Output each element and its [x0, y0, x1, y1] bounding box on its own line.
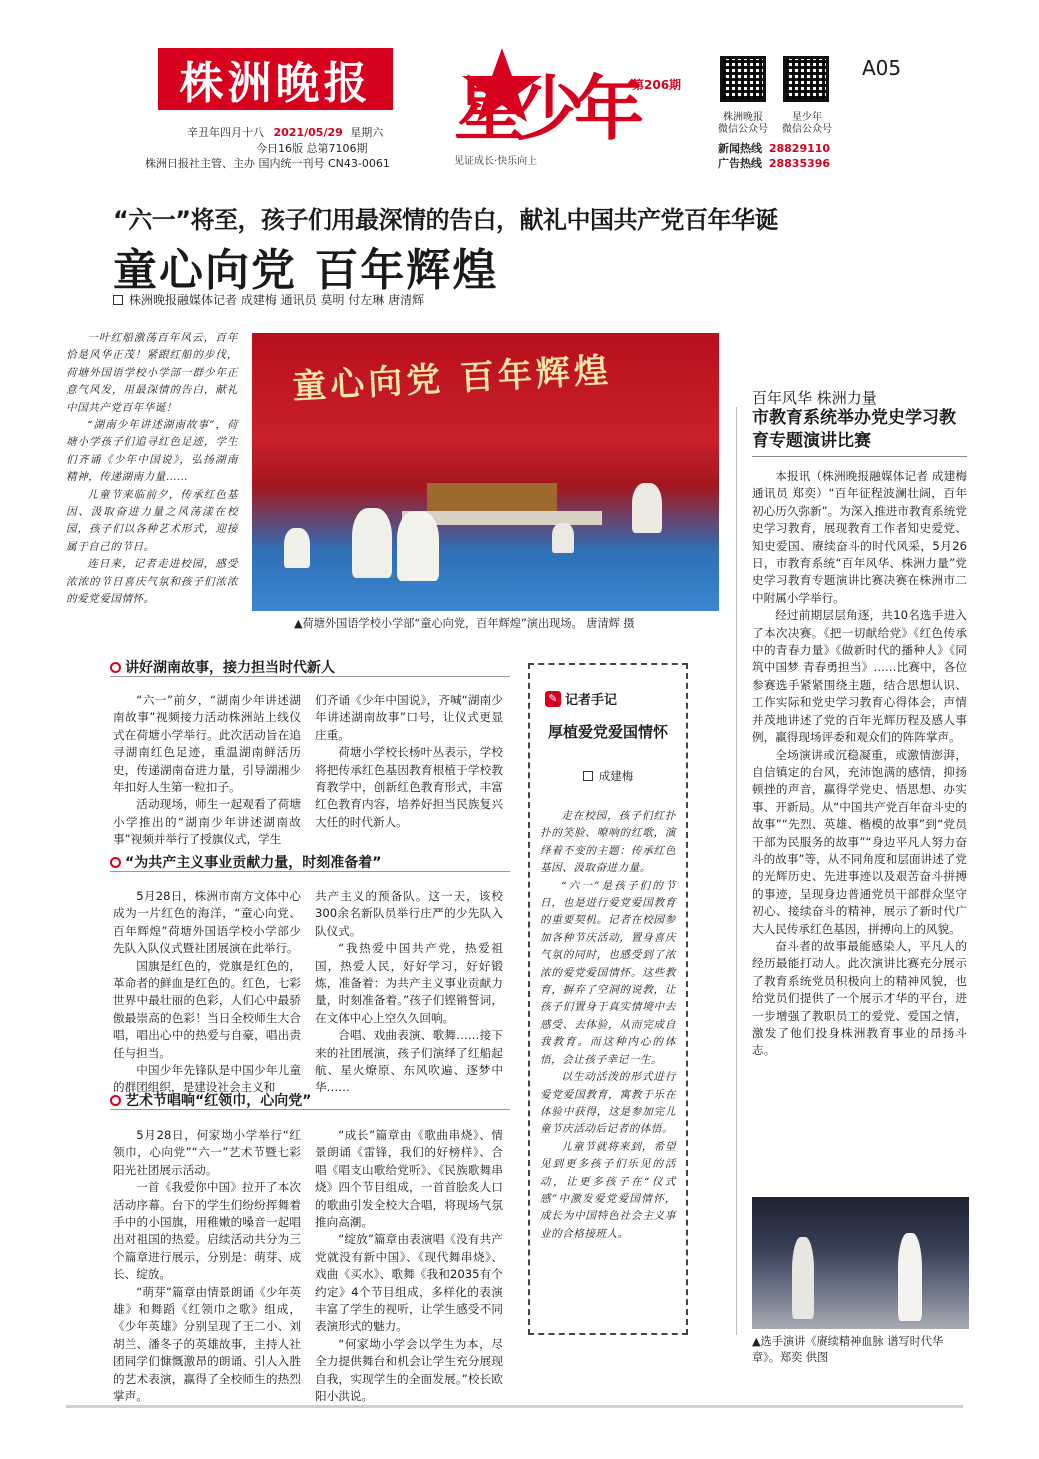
supplement-slogan: 见证成长·快乐向上 [454, 156, 538, 167]
qr-code-wanbao [720, 56, 766, 102]
right-column-divider [736, 407, 737, 1335]
section2-col2: 共产主义的预备队。这一天，该校300余名新队员举行庄严的少先队入队仪式。 “我热爱中国共产党，热爱祖国，热爱人民，好好学习，好好锻炼，准备着：为共产主义事业贡献力量，时刻准备着。”孩子们铿锵誓词，在文体中心上空久久回响。 合唱、戏曲表演、歌舞……接下来的社团展演，孩子们演绎了红船起航、星火燎原、东风吹遍、逐梦中华…… [315, 889, 503, 1095]
main-photo-caption: ▲荷塘外国语学校小学部“童心向党，百年辉煌”演出现场。 唐清辉 摄 [294, 617, 635, 630]
newspaper-logo [158, 48, 393, 110]
section3-rule [110, 1109, 510, 1110]
section2-col1: 5月28日，株洲市南方文体中心成为一片红色的海洋，“童心向党、百年辉煌”荷塘外国语学校小学部少先队入队仪式暨社团展演在此举行。 国旗是红色的，党旗是红色的，革命者的鲜血是红色的。红色，七彩世界中最壮丽的色彩，人们心中最骄傲最崇高的色彩！当日全校师生大合唱，唱出心中的热爱与自豪，唱出责任与担当。 中国少年先锋队是中国少年儿童的群团组织，是建设社会主义和 [113, 889, 301, 1095]
child-figure [552, 523, 574, 553]
issue-date: 2021/05/29 [273, 126, 343, 139]
qr2-caption: 星少年 微信公众号 [782, 112, 832, 135]
reporter-note-author: 成建梅 [540, 768, 676, 784]
weekday: 星期六 [350, 126, 384, 139]
side-story-text: 本报讯（株洲晚报融媒体记者 成建梅 通讯员 郑奕）“百年征程波澜壮阔，百年初心历久弥新”。为深入推进市教育系统党史学习教育，展现教育工作者知史爱党、知史爱国、赓续奋斗的时代风采，5月26日，市教育系统“百年风华、株洲力量”党史学习教育专题演讲比赛决赛在株洲市二中附属小学举行。 经过前期层层角逐，共10名选手进入了本次决赛。《把一切献给党》《红色传承中的青春力量》《做新时代的播种人》《同筑中国梦 青春勇担当》……比赛中，各位参赛选手紧紧围绕主题，结合思想认识、工作实际和党史学习教育心得体会，声情并茂地讲述了党的百年光辉历程及感人事例，赢得现场评委和观众们的阵阵掌声。 全场演讲或沉稳凝重，或激情澎湃，自信镇定的台风，充沛饱满的感情，抑扬顿挫的声音，赢得学党史、悟思想、办实事、开新局。从“中国共产党百年奋斗史的故事”“先烈、英雄、楷模的故事”到“党员干部为民服务的故事”“身边平凡人努力奋斗的故事”等，从不同角度和层面讲述了党的光辉历史、先进事迹以及艰苦奋斗拼搏的事迹，呈现身边普通党员干部群众坚守初心、接续奋斗的精神，展示了新时代广大人民传承红色基因，拼搏向上的风貌。 奋斗者的故事最能感染人，平凡人的经历最能打动人。此次演讲比赛充分展示了教育系统党员积极向上的精神风貌，也给党员们提供了一个展示才华的平台，进一步增强了教职员工的爱党、爱国之情，激发了他们投身株洲教育事业的昂扬斗志。 [752, 469, 967, 1058]
side-story-kicker: 百年风华 株洲力量 [752, 389, 877, 407]
section3-col1: 5月28日，何家坳小学举行“红领巾，心向党”“六一”艺术节暨七彩阳光社团展示活动。 一首《我爱你中国》拉开了本次活动序幕。台下的学生们纷纷挥舞着手中的小国旗，用稚嫩的嗓音一起唱出对祖国的热爱。启续活动共分为三个篇章进行展示，分别是：萌芽、成长、绽放。 “萌芽”篇章由情景朗诵《少年英雄》和舞蹈《红领巾之歌》组成，《少年英雄》分别呈现了王二小、刘胡兰、潘冬子的英雄故事，主持人社团同学们慷慨激昂的朗诵、引人入胜的艺术表演，赢得了全校师生的热烈掌声。 [113, 1128, 301, 1404]
section1-col2: 们齐诵《少年中国说》，齐喊“湖南少年讲述湖南故事”口号，让仪式更显庄重。 荷塘小学校长杨叶丛表示，学校将把传承红色基因教育根植于学校教育教学中，创新红色教育形式，丰富红色教育内容，培养好担当民族复兴大任的时代新人。 [315, 693, 503, 829]
byline: 株洲晚报融媒体记者 成建梅 通讯员 莫明 付左琳 唐清辉 [113, 291, 424, 308]
qr-code-xingshaonian [783, 56, 829, 102]
reporter-note-tag: ✎ 记者手记 [545, 689, 617, 708]
section1-col1: “六一”前夕，“湖南少年讲述湖南故事”视频接力活动株洲站上线仪式在荷塘小学举行。此次活动旨在追寻湖南红色足迹，重温湖南鲜活历史，传递湖南奋进力量，引导湖湘少年扣好人生第一粒扣子。 活动现场，师生一起观看了荷塘小学推出的“湖南少年讲述湖南故事”视频并举行了授旗仪式，学生 [113, 693, 301, 847]
reporter-note-title: 厚植爱党爱国情怀 [547, 723, 668, 741]
section-bullet-icon [110, 662, 121, 673]
page-number: A05 [862, 56, 902, 80]
reporter-note-text: 走在校园，孩子们红扑扑的笑脸、嘹响的红歌，演绎着不变的主题：传承红色基因、汲取奋进力量。 “六一”是孩子们的节日，也是进行爱党爱国教育的重要契机。记者在校园参加各种节庆活动，置身喜庆气氛的同时，也感受到了浓浓的爱党爱国情怀。这些教育，摒弃了空洞的说教，让孩子们置身于真实情境中去感受、去体验，从而完成自我教育。而这种内心的体悟，会让孩子幸记一生。 以生动活泼的形式进行爱党爱国教育，寓教于乐在体验中获得，这是参加完儿童节庆活动后记者的体悟。 儿童节就将来到，希望见到更多孩子们乐见的活动，让更多孩子在“仪式感”中激发爱党爱国情怀，成长为中国特色社会主义事业的合格接班人。 [540, 810, 676, 1240]
bottom-rule [66, 1405, 963, 1408]
section1-heading: 讲好湖南故事，接力担当时代新人 [110, 657, 335, 677]
intro-paragraph: “湖南少年讲述湖南故事”，荷塘小学孩子们追寻红色足迹，学生们齐诵《少年中国说》，弘扬湖南精神，传递湖南力量…… [66, 419, 238, 484]
child-figure [284, 528, 310, 568]
stage-prop [427, 483, 557, 511]
section-bullet-icon [110, 1095, 121, 1106]
intro-paragraph: 儿童节来临前夕，传承红色基因、汲取奋进力量之风荡漾在校园，孩子们以各种艺术形式，迎接属于自己的节日。 [66, 488, 238, 553]
headline-title: 童心向党 百年辉煌 [113, 245, 499, 296]
section2-rule [110, 871, 510, 872]
child-figure [397, 511, 439, 581]
section2-heading: “为共产主义事业贡献力量，时刻准备着” [110, 852, 381, 872]
section1-rule [110, 676, 510, 677]
speech-photo-caption: ▲选手演讲《赓续精神血脉 谱写时代华章》。郑奕 供图 [752, 1335, 944, 1364]
section-bullet-icon [110, 857, 121, 868]
date-line: 辛丑年四月十八 2021/05/29 星期六 [187, 126, 384, 139]
section3-col2: “成长”篇章由《歌曲串烧》、情景朗诵《雷锋，我们的好榜样》、合唱《唱支山歌给党听》、《民族歌舞串烧》四个节目组成，一首首脍炙人口的歌曲引发全校大合唱，将现场气氛推向高潮。 “绽放”篇章由表演唱《没有共产党就没有新中国》、《现代舞串烧》、戏曲《买水》、歌舞《我和2035有个约定》4个节目组成，多样化的表演丰富了学生的视听，让学生感受不同表演形式的魅力。 “何家坳小学会以学生为本，尽全力提供舞台和机会让学生充分展现自我，实现学生的全面发展。”校长欧阳小洪说。 [315, 1128, 503, 1404]
section3-heading: 艺术节唱响“红领巾，心向党” [110, 1090, 311, 1110]
intro-paragraph: 连日来，记者走进校园，感受浓浓的节日喜庆气氛和孩子们浓浓的爱党爱国情怀。 [66, 558, 238, 606]
speech-photo [752, 1197, 969, 1329]
child-figure [352, 508, 392, 578]
supplement-logo-text: 星少年 [454, 68, 634, 150]
speaker-figure [898, 1233, 922, 1321]
side-story-rule [752, 456, 967, 457]
child-figure [632, 483, 662, 533]
pen-icon: ✎ [545, 691, 561, 707]
headline-kicker: “六一”将至，孩子们用最深情的告白，献礼中国共产党百年华诞 [113, 206, 779, 234]
side-story-title: 市教育系统举办党史学习教育专题演讲比赛 [752, 408, 956, 451]
publisher-line: 株洲日报社主管、主办 国内统一刊号 CN43-0061 [145, 157, 390, 170]
newspaper-logo-text: 株洲晚报 [179, 58, 372, 109]
stage-backdrop-text: 童心向党 百年辉煌 [291, 350, 613, 408]
byline-square-icon [113, 295, 123, 305]
author-square-icon [583, 771, 593, 781]
qr1-caption: 株洲晚报 微信公众号 [718, 112, 768, 135]
ad-hotline: 广告热线 28835396 [718, 157, 831, 170]
issue-line: 今日16版 总第7106期 [256, 142, 368, 155]
main-photo [252, 333, 719, 611]
news-hotline: 新闻热线 28829110 [718, 142, 831, 155]
supplement-issue: 第206期 [632, 78, 682, 92]
supplement-logo [452, 42, 716, 166]
intro-paragraph: 一叶红船激荡百年风云，百年恰是风华正茂！紧跟红船的步伐，荷塘外国语学校小学部一群少年正意气风发，用最深情的告白，献礼中国共产党百年华诞！ [66, 332, 238, 414]
intro-text [66, 330, 238, 609]
speaker-figure [792, 1237, 814, 1319]
